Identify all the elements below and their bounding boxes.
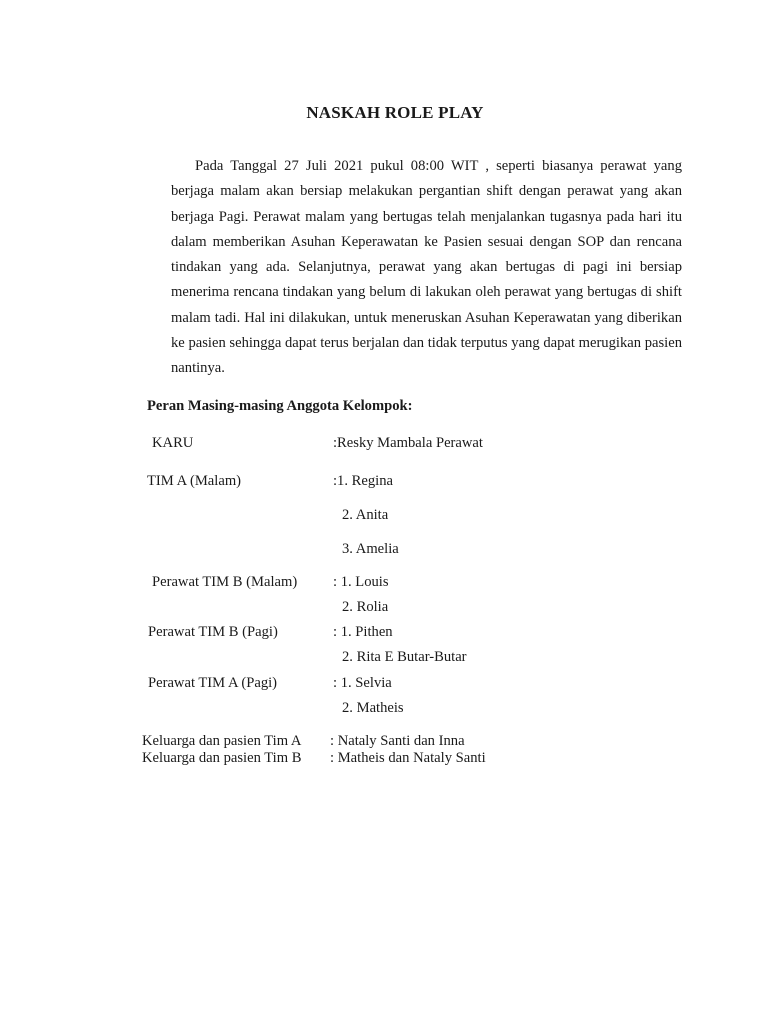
role-value: 2. Anita	[342, 507, 389, 523]
intro-paragraph-text: Pada Tanggal 27 Juli 2021 pukul 08:00 WIT , seperti biasanya perawat yang berjaga malam akan bersiap melakukan pergantian shift dengan perawat yang akan berjaga Pagi. Perawat malam yang bertugas telah menjalankan tugasnya pada hari itu dalam memberikan Asuhan Keperawatan ke Pasien sesuai dengan SOP dan rencana tindakan yang ada. Selanjutnya, perawat yang akan bertugas di pagi ini bersiap menerima rencana tindakan yang belum di lakukan oleh perawat yang bertugas di shift malam tadi. Hal ini dilakukan, untuk meneruskan Asuhan Keperawatan yang diberikan ke pasien sehingga dapat terus berjalan dan tidak terputus yang dapat merugikan pasien nantinya.	[171, 158, 682, 377]
role-value: 2. Rolia	[342, 599, 389, 615]
role-label: Perawat TIM B (Malam)	[152, 574, 298, 590]
role-value: : 1. Pithen	[333, 624, 393, 640]
role-value: 2. Matheis	[342, 700, 404, 716]
role-value: : 1. Selvia	[333, 675, 392, 691]
role-value: :Resky Mambala Perawat	[333, 435, 483, 451]
role-label: KARU	[152, 435, 194, 451]
section-heading: Peran Masing-masing Anggota Kelompok:	[147, 398, 413, 414]
role-value: 2. Rita E Butar-Butar	[342, 649, 467, 665]
role-value: : Matheis dan Nataly Santi	[330, 750, 486, 766]
role-label: Perawat TIM A (Pagi)	[148, 675, 278, 691]
role-value: : Nataly Santi dan Inna	[330, 733, 465, 749]
role-value: 3. Amelia	[342, 541, 399, 557]
document-title: NASKAH ROLE PLAY	[306, 103, 484, 122]
role-label: Keluarga dan pasien Tim B	[142, 750, 302, 766]
role-label: TIM A (Malam)	[147, 473, 242, 489]
intro-paragraph	[171, 154, 682, 382]
role-value: : 1. Louis	[333, 574, 389, 590]
role-label: Perawat TIM B (Pagi)	[148, 624, 278, 640]
role-label: Keluarga dan pasien Tim A	[142, 733, 302, 749]
role-value: :1. Regina	[333, 473, 393, 489]
